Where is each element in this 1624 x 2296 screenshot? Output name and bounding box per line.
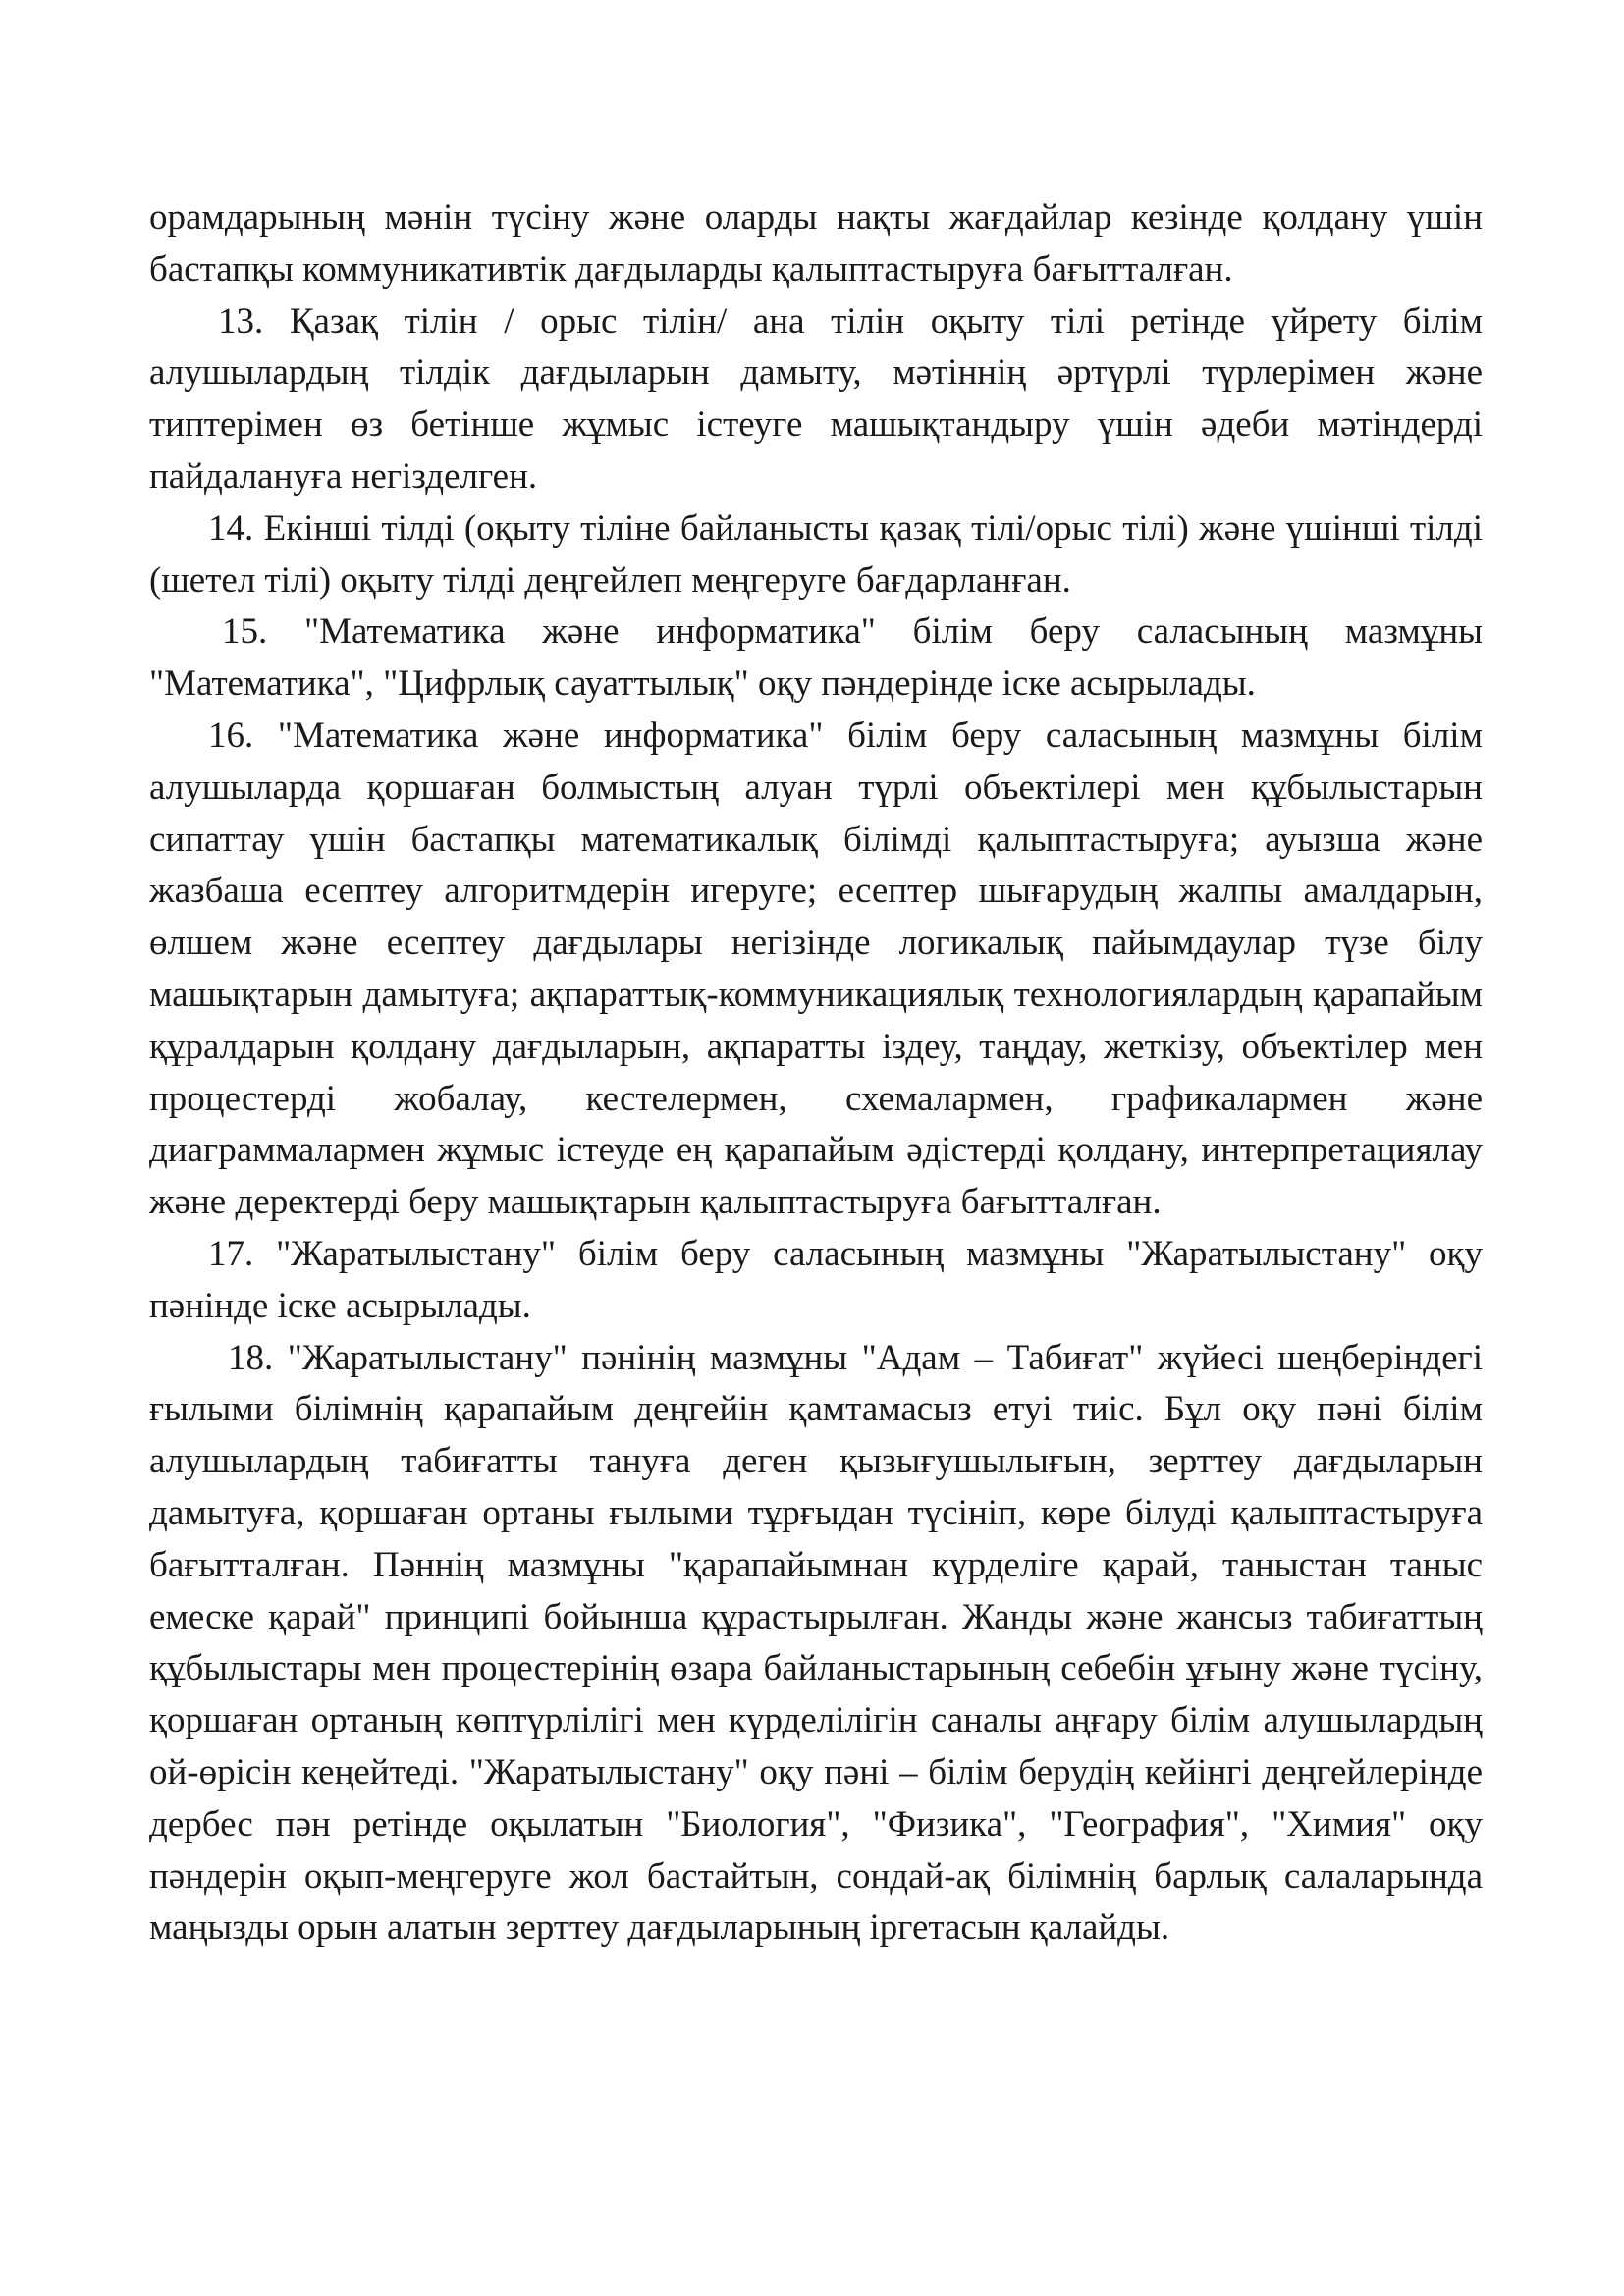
paragraph-14: 14. Екінші тілді (оқыту тіліне байланысты қазақ тілі/орыс тілі) және үшінші тілді (шетел тілі) оқыту тілді деңгейлеп меңгеруге бағдарланған. xyxy=(149,507,1483,601)
paragraph-continuation: орамдарының мәнін түсіну және оларды нақты жағдайлар кезінде қолдану үшін бастапқы коммуникативтік дағдыларды қалыптастыруға бағытталған. xyxy=(149,197,1483,290)
paragraph-16: 16. "Математика және информатика" білім беру саласының мазмұны білім алушыларда қоршаған болмыстың алуан түрлі объектілері мен құбылыстарын сипаттау үшін бастапқы математикалық білімді қалыптастыруға; ауызша және жазбаша есептеу алгоритмдерін игеруге; есептер шығарудың жалпы амалдарын, өлшем және есептеу дағдылары негізінде логикалық пайымдаулар түзе білу машықтарын дамытуға; ақпараттық-коммуникациялық технологиялардың қарапайым құралдарын қолдану дағдыларын, ақпаратты іздеу, таңдау, жеткізу, объектілер мен процестерді жобалау, кестелермен, схемалармен, графикалармен және диаграммалармен жұмыс істеуде ең қарапайым әдістерді қолдану, интерпретациялау және деректерді беру машықтарын қалыптастыруға бағытталған. xyxy=(149,715,1483,1223)
paragraph-15: 15. "Математика және информатика" білім беру саласының мазмұны "Математика", "Цифрлық сауаттылық" оқу пәндерінде іске асырылады. xyxy=(149,612,1483,705)
paragraph-13: 13. Қазақ тілін / орыс тілін/ ана тілін оқыту тілі ретінде үйрету білім алушылардың тілдік дағдыларын дамыту, мәтіннің әртүрлі түрлерімен және типтерімен өз бетінше жұмыс істеуге машықтандыру үшін әдеби мәтіндерді пайдалануға негізделген. xyxy=(149,300,1483,497)
document-page xyxy=(149,192,1483,1954)
paragraph-18: 18. "Жаратылыстану" пәнінің мазмұны "Адам – Табиғат" жүйесі шеңберіндегі ғылыми білімнің қарапайым деңгейін қамтамасыз етуі тиіс. Бұл оқу пәні білім алушылардың табиғатты тануға деген қызығушылығын, зерттеу дағдыларын дамытуға, қоршаған ортаны ғылыми тұрғыдан түсініп, көре білуді қалыптастыруға бағытталған. Пәннің мазмұны "қарапайымнан күрделіге қарай, таныстан таныс емеске қарай" принципі бойынша құрастырылған. Жанды және жансыз табиғаттың құбылыстары мен процестерінің өзара байланыстарының себебін ұғыну және түсіну, қоршаған ортаның көптүрлілігі мен күрделілігін саналы аңғару білім алушылардың ой-өрісін кеңейтеді. "Жаратылыстану" оқу пәні – білім берудің кейінгі деңгейлерінде дербес пән ретінде оқылатын "Биология", "Физика", "География", "Химия" оқу пәндерін оқып-меңгеруге жол бастайтын, сондай-ақ білімнің барлық салаларында маңызды орын алатын зерттеу дағдыларының іргетасын қалайды. xyxy=(149,1337,1483,1949)
paragraph-17: 17. "Жаратылыстану" білім беру саласының мазмұны "Жаратылыстану" оқу пәнінде іске асырылады. xyxy=(149,1233,1483,1326)
